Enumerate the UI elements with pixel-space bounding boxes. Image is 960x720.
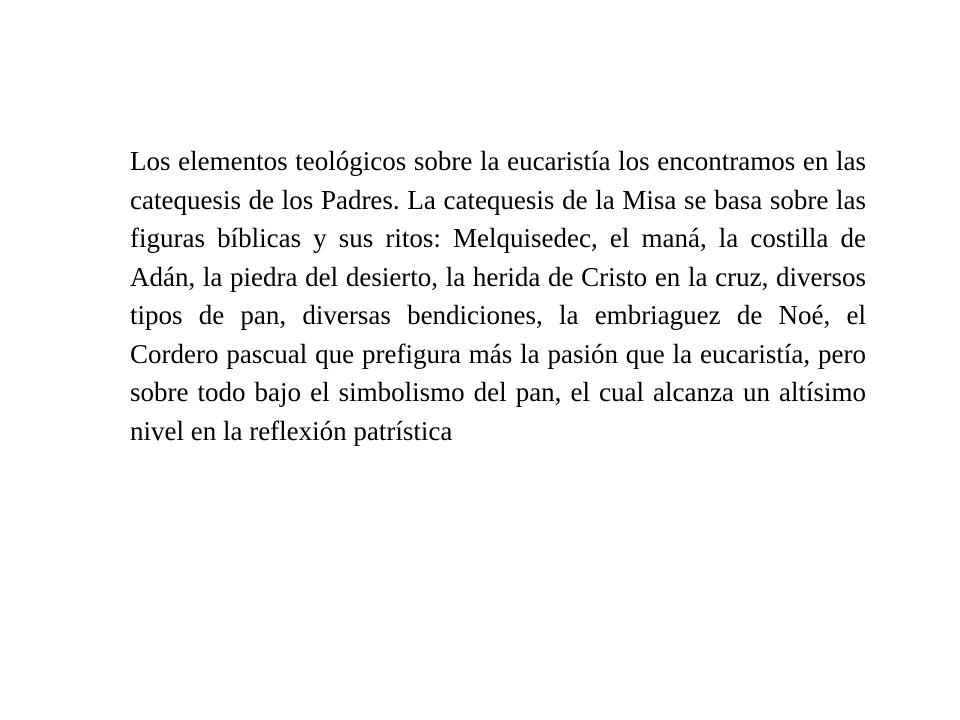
- body-paragraph: Los elementos teológicos sobre la eucaristía los encontramos en las catequesis de los Padres. La catequesis de la Misa se basa sobre las figuras bíblicas y sus ritos: Melquisedec, el maná, la costilla de Adán, la piedra del desierto, la herida de Cristo en la cruz, diversos tipos de pan, diversas bendiciones, la embriaguez de Noé, el Cordero pascual que prefigura más la pasión que la eucaristía, pero sobre todo bajo el simbolismo del pan, el cual alcanza un altísimo nivel en la reflexión patrística: [130, 146, 866, 446]
